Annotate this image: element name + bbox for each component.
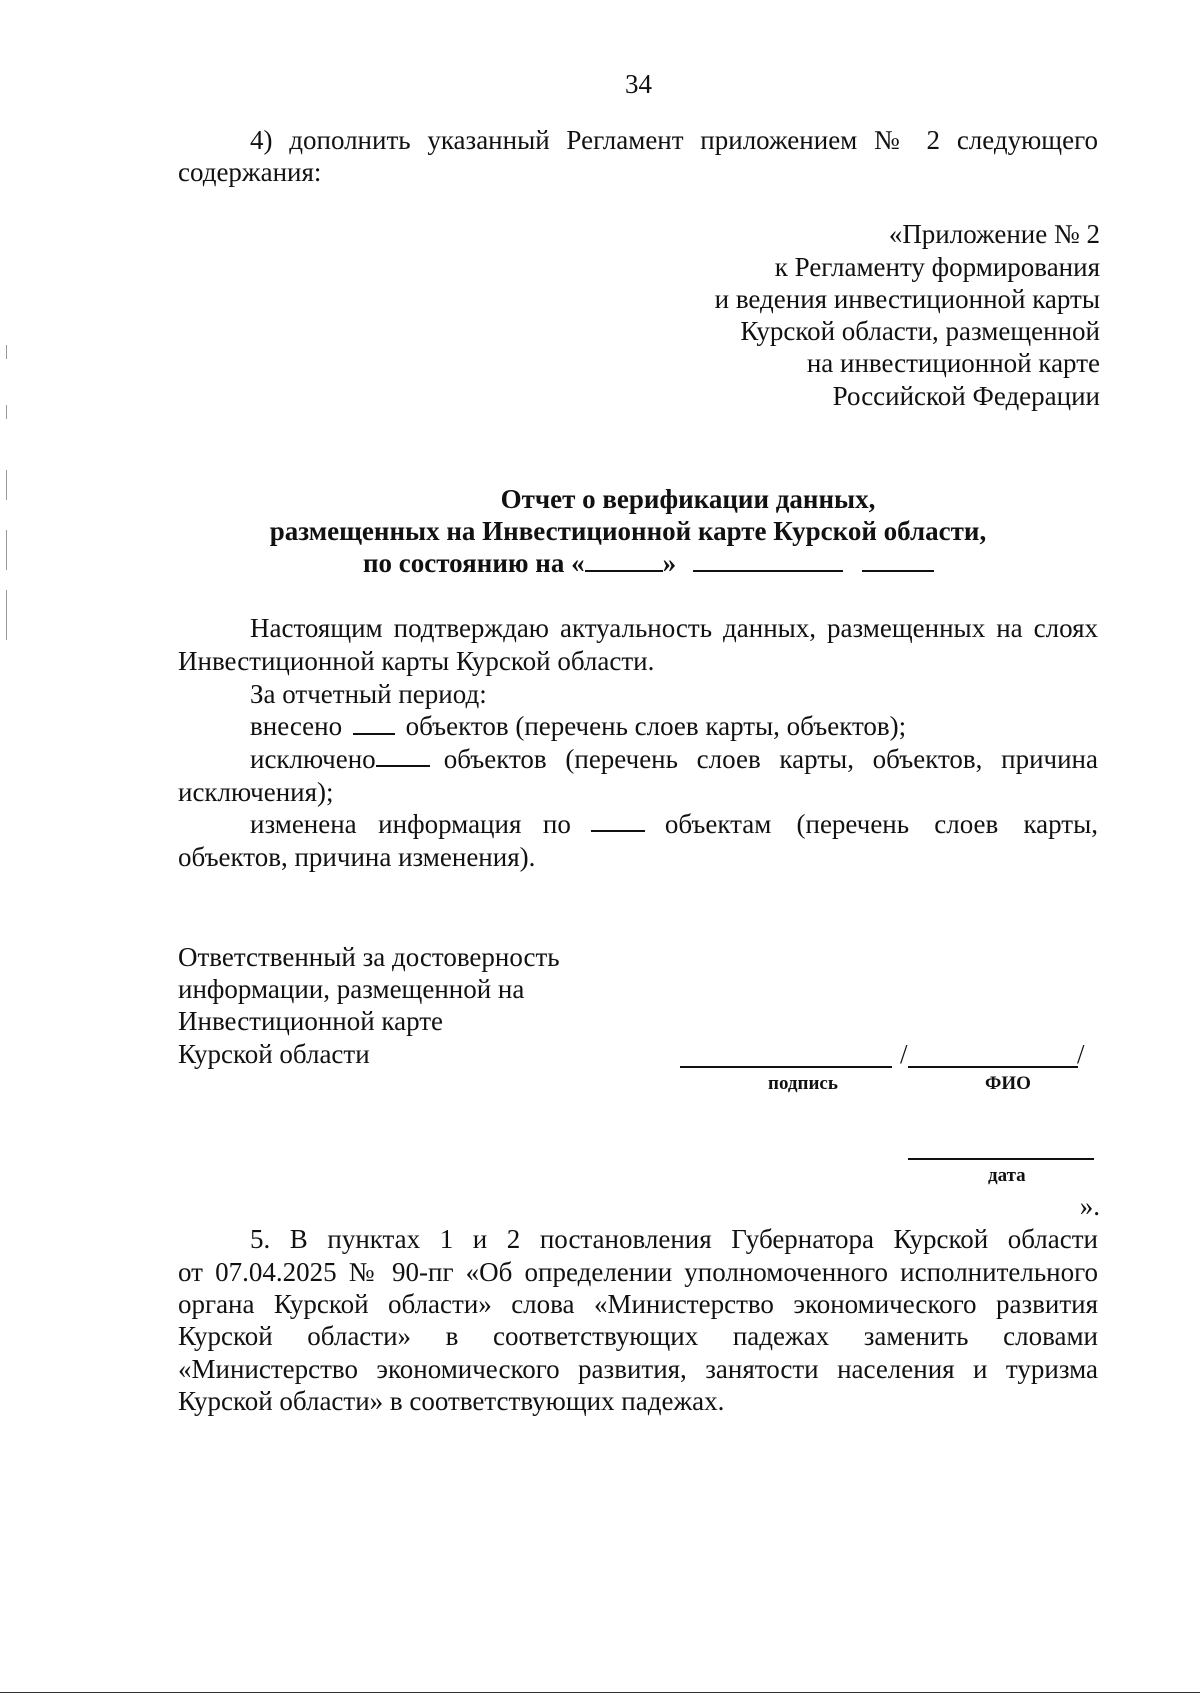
responsible-line: Инвестиционной карте: [178, 1006, 444, 1036]
excluded-count-blank: [376, 743, 430, 767]
page-number: 34: [625, 69, 652, 99]
excluded-prefix: исключено: [250, 744, 376, 774]
report-title-line1: Отчет о верификации данных,: [500, 484, 876, 514]
appendix-header-line: Курской области, размещенной: [740, 316, 1100, 346]
para5-line3-text: органа Курской области» слова «Министерство экономического развития: [178, 1289, 1098, 1319]
para4-line1: [250, 124, 1098, 156]
responsible-line: информации, размещенной на: [178, 974, 525, 1004]
appendix-header-line: на инвестиционной карте: [806, 348, 1100, 378]
date-label: дата: [988, 1165, 1026, 1186]
appendix-header-line: к Регламенту формирования: [774, 252, 1100, 282]
scan-margin-mark: [6, 530, 7, 570]
para5-line1-text: 5. В пунктах 1 и 2 постановления Губернатора Курской области: [250, 1224, 1098, 1254]
changed-suffix: объектам (перечень слоев карты,: [664, 809, 1098, 839]
report-title-line3: [363, 547, 934, 579]
fio-line: [908, 1066, 1078, 1068]
scan-margin-mark: [6, 470, 7, 500]
scan-margin-mark: [6, 345, 7, 359]
changed-count-blank: [591, 808, 645, 832]
para4-line1-text: 4) дополнить указанный Регламент приложением № 2 следующего: [250, 125, 1098, 155]
report-day-blank: [585, 548, 663, 572]
report-date-prefix: по состоянию на «: [363, 548, 585, 578]
confirm-line1: [250, 612, 1098, 644]
appendix-header-line: «Приложение № 2: [888, 219, 1100, 249]
report-title-line2: размещенных на Инвестиционной карте Курской области,: [269, 516, 987, 546]
para4-line2: содержания:: [178, 157, 322, 187]
responsible-line: Ответственный за достоверность: [178, 942, 560, 972]
signature-line: [680, 1066, 892, 1068]
excluded-suffix: объектов (перечень слоев карты, объектов, причина: [443, 744, 1098, 774]
changed-cont: объектов, причина изменения).: [178, 842, 536, 872]
para5-line5: [178, 1353, 1098, 1385]
signature-label: подпись: [768, 1073, 838, 1094]
para5-line1: [250, 1223, 1098, 1255]
added-suffix: объектов (перечень слоев карты, объектов);: [405, 711, 907, 741]
para5-line3: [178, 1288, 1098, 1320]
para5-line4-text: Курской области» в соответствующих падежах заменить словами: [178, 1321, 1098, 1351]
scan-margin-mark: [6, 590, 7, 640]
added-prefix: внесено: [250, 711, 343, 741]
para5-line6: Курской области» в соответствующих падежах.: [178, 1386, 725, 1416]
scan-margin-mark: [6, 405, 7, 419]
responsible-line: Курской области: [178, 1039, 370, 1069]
confirm-line2: Инвестиционной карты Курской области.: [178, 646, 655, 676]
report-date-close-quote: »: [662, 548, 677, 578]
added-line: [250, 710, 906, 742]
confirm-line1-text: Настоящим подтверждаю актуальность данных, размещенных на слоях: [250, 613, 1098, 643]
excluded-cont: исключения);: [178, 777, 334, 807]
scan-bottom-edge: [0, 1692, 1200, 1693]
changed-prefix: изменена информация по: [250, 809, 571, 839]
added-count-blank: [353, 711, 395, 735]
para5-line5-text: «Министерство экономического развития, занятости населения и туризма: [178, 1354, 1098, 1384]
changed-line: [250, 808, 1098, 840]
fio-slash: /: [1077, 1039, 1085, 1069]
excluded-line: [250, 743, 1098, 775]
date-line: [908, 1158, 1094, 1160]
appendix-header-line: и ведения инвестиционной карты: [714, 284, 1100, 314]
para5-line4: [178, 1320, 1098, 1352]
signature-slash: /: [900, 1039, 908, 1069]
report-year-blank: [862, 548, 934, 572]
period-label: За отчетный период:: [250, 679, 487, 709]
fio-label: ФИО: [985, 1073, 1031, 1094]
closing-quote: ».: [1079, 1191, 1100, 1221]
report-month-blank: [693, 548, 843, 572]
para5-line2-text: от 07.04.2025 № 90-пг «Об определении уполномоченного исполнительного: [178, 1257, 1098, 1287]
para5-line2: [178, 1256, 1098, 1288]
appendix-header-line: Российской Федерации: [832, 381, 1100, 411]
